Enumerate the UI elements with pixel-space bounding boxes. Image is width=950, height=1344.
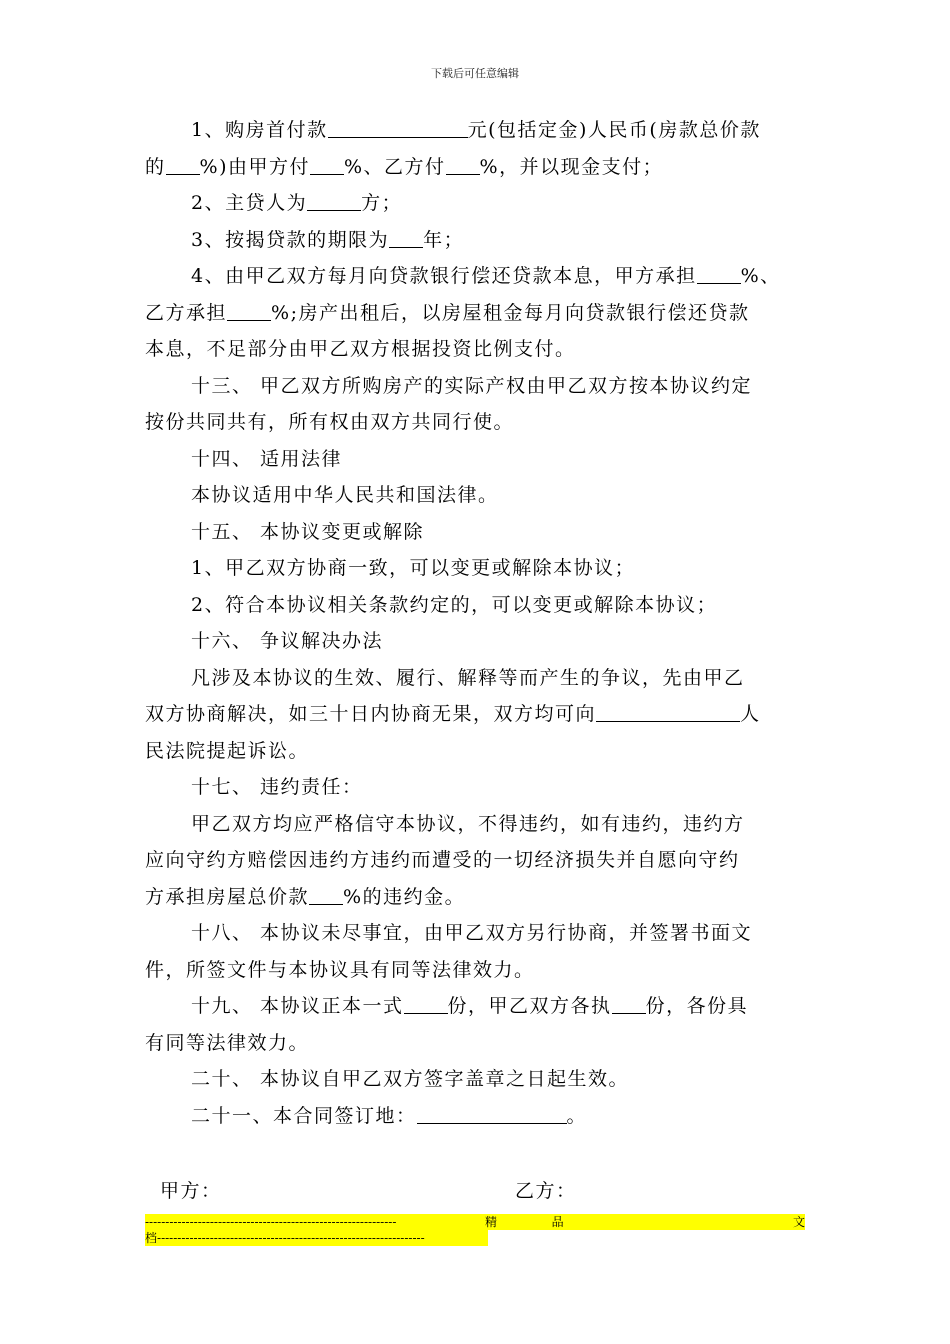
blank-field[interactable] [227,300,271,321]
clause-14-title: 十四、 适用法律 [191,447,343,470]
clause-20: 二十、 本协议自甲乙双方签字盖章之日起生效。 [191,1068,630,1090]
footer-dashes: -------------------------------------------------------------- [145,1215,397,1229]
blank-field[interactable] [166,154,200,175]
clause-17-end: 方承担房屋总价款 %的违约金。 [145,885,466,908]
blank-field[interactable] [307,190,361,211]
page-header: 下载后可任意编辑 [431,67,519,80]
footer-banner-line2: 档------------------------------------------------------------------ [145,1230,488,1246]
blank-field[interactable] [309,884,343,905]
blank-field[interactable] [328,117,468,138]
clause-15-title: 十五、 本协议变更或解除 [191,520,425,543]
clause-18: 十八、 本协议未尽事宜，由甲乙双方另行协商，并签署书面文 [191,922,753,944]
clause-17-body: 甲乙双方均应严格信守本协议，不得违约，如有违约，违约方 [191,812,745,835]
clause-19-cont: 有同等法律效力。 [145,1031,310,1054]
footer-banner-line1 [145,1214,805,1230]
blank-field[interactable] [389,227,423,248]
clause-down-payment-cont: 的 %)由甲方付 %、乙方付 %，并以现金支付； [145,155,664,178]
blank-field[interactable] [417,1103,567,1124]
clause-repayment-cont: 乙方承担 %;房产出租后，以房屋租金每月向贷款银行偿还贷款 [145,301,750,324]
clause-16-body: 凡涉及本协议的生效、履行、解释等而产生的争议，先由甲乙 [191,666,745,689]
blank-field[interactable] [446,154,480,175]
contract-body [145,112,805,1134]
clause-16-cont: 双方协商解决，如三十日内协商无果，双方均可向 人 [145,703,761,725]
blank-field[interactable] [310,154,344,175]
clause-repayment-end: 本息，不足部分由甲乙双方根据投资比例支付。 [145,338,576,360]
footer-dashes: ------------------------------------------------------------------ [157,1231,425,1245]
clause-15-item2: 2、符合本协议相关条款约定的，可以变更或解除本协议； [191,593,718,616]
party-a-signature-label: 甲方： [160,1180,222,1202]
clause-21: 二十一、本合同签订地： 。 [191,1104,588,1127]
party-b-signature-label: 乙方： [515,1180,577,1202]
blank-field[interactable] [404,993,448,1014]
blank-field[interactable] [612,993,646,1014]
footer-label: 精 品 文 [485,1215,805,1229]
clause-16-title: 十六、 争议解决办法 [191,630,384,652]
clause-repayment: 4、由甲乙双方每月向贷款银行偿还贷款本息，甲方承担 %、 [191,265,781,287]
clause-down-payment: 1、购房首付款 元(包括定金)人民币(房款总价款 [191,119,761,141]
clause-16-end: 民法院提起诉讼。 [145,739,310,762]
clause-14-body: 本协议适用中华人民共和国法律。 [191,484,499,506]
clause-17-cont: 应向守约方赔偿因违约方违约而遭受的一切经济损失并自愿向守约 [145,849,740,871]
clause-main-borrower: 2、主贷人为 方； [191,192,403,214]
blank-field[interactable] [697,263,741,284]
clause-19: 十九、 本协议正本一式 份，甲乙双方各执 份，各份具 [191,995,749,1017]
clause-17-title: 十七、 违约责任： [191,776,363,798]
clause-15-item1: 1、甲乙双方协商一致，可以变更或解除本协议； [191,557,636,579]
blank-field[interactable] [596,701,740,722]
clause-13-cont: 按份共同共有，所有权由双方共同行使。 [145,411,515,433]
clause-loan-term: 3、按揭贷款的期限为 年； [191,228,465,251]
clause-13: 十三、 甲乙双方所购房产的实际产权由甲乙双方按本协议约定 [191,374,753,397]
clause-18-cont: 件，所签文件与本协议具有同等法律效力。 [145,958,535,981]
